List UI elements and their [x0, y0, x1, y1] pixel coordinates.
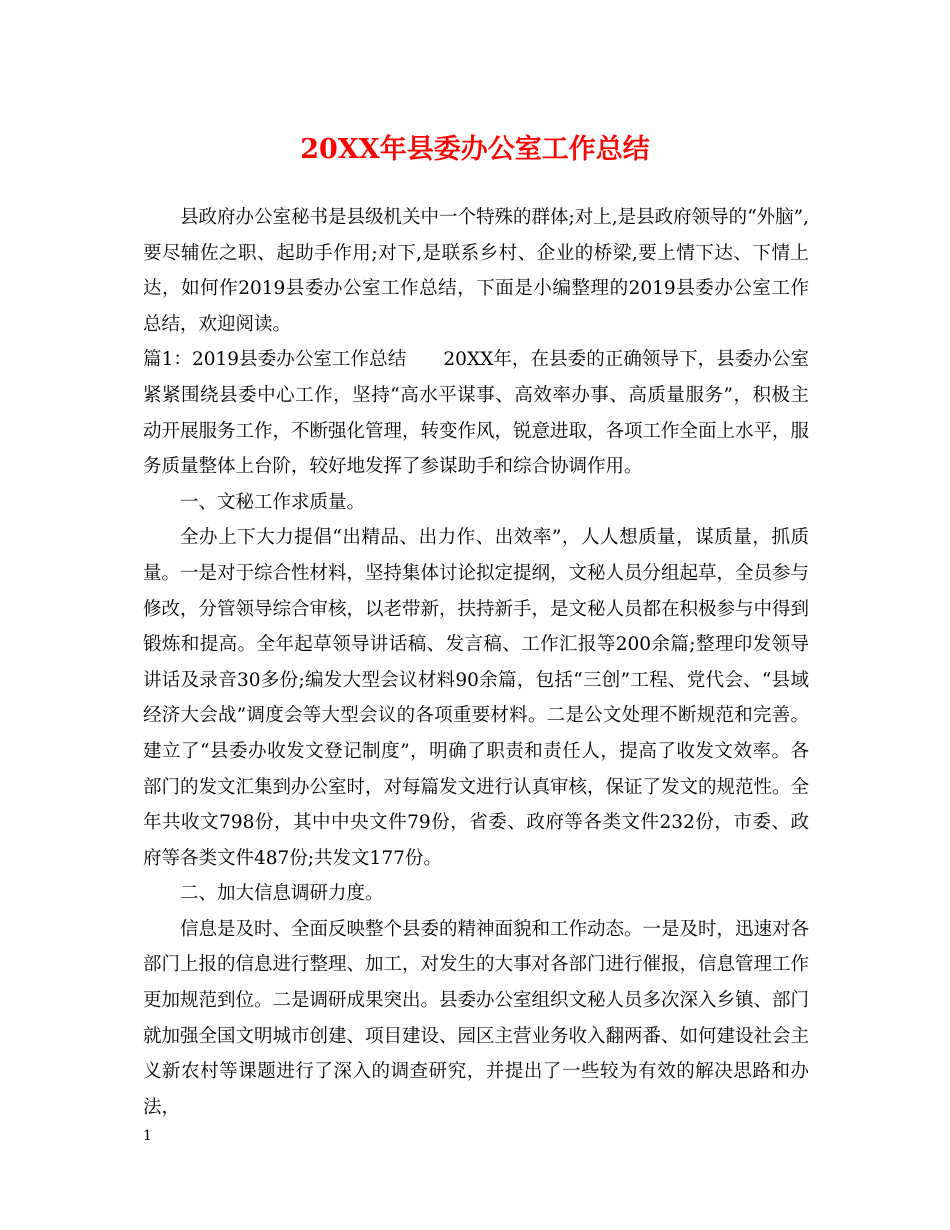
paragraph-section-2: 信息是及时、全面反映整个县委的精神面貌和工作动态。一是及时，迅速对各部门上报的信息进行整理、加工，对发生的大事对各部门进行催报，信息管理工作更加规范到位。二是调研成果突出。县委办公室组织文秘人员多次深入乡镇、部门就加强全国文明城市创建、项目建设、园区主营业务收入翻两番、如何建设社会主义新农村等课题进行了深入的调查研究，并提出了一些较为有效的解决思路和办法，: [143, 918, 810, 1118]
document-title: 20XX年县委办公室工作总结: [300, 134, 650, 165]
paragraph-part1-opening: 篇1：2019县委办公室工作总结 20XX年，在县委的正确领导下，县委办公室紧紧围绕县委中心工作，坚持“高水平谋事、高效率办事、高质量服务”，积极主动开展服务工作，不断强化管理，转变作风，锐意进取，各项工作全面上水平，服务质量整体上台阶，较好地发挥了参谋助手和综合协调作用。: [143, 349, 810, 478]
page-number: 1: [143, 1128, 152, 1144]
document-body: [143, 200, 809, 1125]
section-heading-1: 一、文秘工作求质量。: [180, 491, 366, 513]
paragraph-intro: 县政府办公室秘书是县级机关中一个特殊的群体;对上,是县政府领导的“外脑”,要尽辅佐之职、起助手作用;对下,是联系乡村、企业的桥梁,要上情下达、下情上达，如何作2019县委办公室工作总结，下面是小编整理的2019县委办公室工作总结，欢迎阅读。: [143, 207, 809, 335]
section-heading-2: 二、加大信息调研力度。: [180, 883, 384, 905]
paragraph-section-1: 全办上下大力提倡“出精品、出力作、出效率”，人人想质量，谋质量，抓质量。一是对于综合性材料，坚持集体讨论拟定提纲，文秘人员分组起草，全员参与修改，分管领导综合审核，以老带新，扶持新手，是文秘人员都在积极参与中得到锻炼和提高。全年起草领导讲话稿、发言稿、工作汇报等200余篇;整理印发领导讲话及录音30多份;编发大型会议材料90余篇，包括“三创”工程、党代会、“县域经济大会战”调度会等大型会议的各项重要材料。二是公文处理不断规范和完善。建立了“县委办收发文登记制度”，明确了职责和责任人，提高了收发文效率。各部门的发文汇集到办公室时，对每篇发文进行认真审核，保证了发文的规范性。全年共收文798份，其中中央文件79份，省委、政府等各类文件232份，市委、政府等各类文件487份;共发文177份。: [143, 527, 810, 869]
